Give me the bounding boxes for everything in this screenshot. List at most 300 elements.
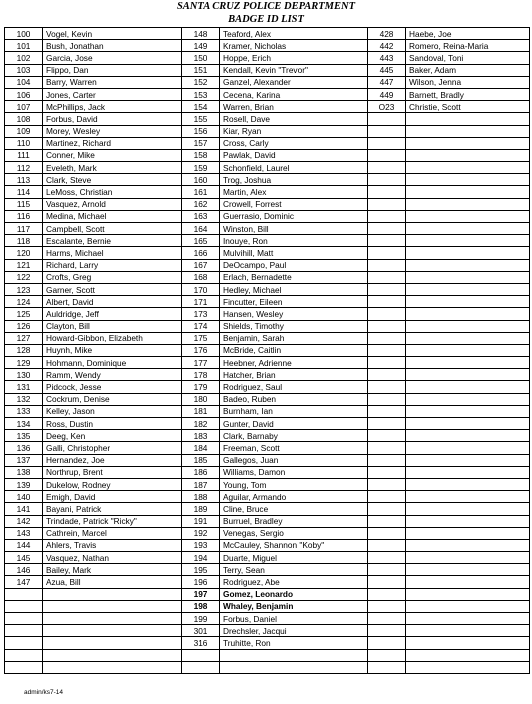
badge-number — [5, 588, 43, 600]
table-row — [5, 552, 530, 564]
table-row — [5, 613, 530, 625]
badge-number: 126 — [5, 320, 43, 332]
officer-name: Bush, Jonathan — [43, 40, 182, 52]
badge-number — [368, 418, 406, 430]
badge-number: 120 — [5, 247, 43, 259]
badge-number: 185 — [182, 454, 220, 466]
badge-number: 180 — [182, 393, 220, 405]
badge-number — [368, 552, 406, 564]
officer-name: Cockrum, Denise — [43, 393, 182, 405]
officer-name: Hernandez, Joe — [43, 454, 182, 466]
badge-number: 144 — [5, 539, 43, 551]
officer-name — [406, 320, 530, 332]
officer-name: Bayani, Patrick — [43, 503, 182, 515]
officer-name — [43, 649, 182, 661]
badge-number — [368, 527, 406, 539]
officer-name — [220, 661, 368, 673]
officer-name: Young, Tom — [220, 478, 368, 490]
badge-number: 153 — [182, 88, 220, 100]
officer-name: Freeman, Scott — [220, 442, 368, 454]
officer-name — [406, 357, 530, 369]
officer-name: Kramer, Nicholas — [220, 40, 368, 52]
officer-name: Clayton, Bill — [43, 320, 182, 332]
badge-number: 160 — [182, 174, 220, 186]
badge-number: 198 — [182, 600, 220, 612]
officer-name — [406, 491, 530, 503]
table-row — [5, 223, 530, 235]
officer-name: LeMoss, Christian — [43, 186, 182, 198]
officer-name: Terry, Sean — [220, 564, 368, 576]
badge-number: 128 — [5, 344, 43, 356]
officer-name: Howard-Gibbon, Elizabeth — [43, 332, 182, 344]
officer-name: McPhillips, Jack — [43, 101, 182, 113]
officer-name: Baker, Adam — [406, 64, 530, 76]
badge-number: 181 — [182, 405, 220, 417]
table-row — [5, 527, 530, 539]
officer-name: Wilson, Jenna — [406, 76, 530, 88]
officer-name: Bailey, Mark — [43, 564, 182, 576]
badge-number: 161 — [182, 186, 220, 198]
officer-name: Auldridge, Jeff — [43, 308, 182, 320]
badge-number: 170 — [182, 283, 220, 295]
officer-name — [406, 332, 530, 344]
badge-number — [5, 625, 43, 637]
badge-number — [5, 661, 43, 673]
officer-name: Vasquez, Arnold — [43, 198, 182, 210]
badge-number: 131 — [5, 381, 43, 393]
officer-name: Kelley, Jason — [43, 405, 182, 417]
table-row — [5, 515, 530, 527]
badge-number: 174 — [182, 320, 220, 332]
badge-number: 171 — [182, 296, 220, 308]
badge-number: 135 — [5, 430, 43, 442]
officer-name — [406, 442, 530, 454]
badge-number: 301 — [182, 625, 220, 637]
officer-name: Whaley, Benjamin — [220, 600, 368, 612]
badge-number: 194 — [182, 552, 220, 564]
table-row — [5, 564, 530, 576]
badge-number: 139 — [5, 478, 43, 490]
badge-number: 179 — [182, 381, 220, 393]
badge-number — [368, 466, 406, 478]
officer-name: Aguilar, Armando — [220, 491, 368, 503]
table-row — [5, 40, 530, 52]
badge-number: 173 — [182, 308, 220, 320]
officer-name: Schonfield, Laurel — [220, 162, 368, 174]
officer-name: Clark, Steve — [43, 174, 182, 186]
badge-number: 138 — [5, 466, 43, 478]
badge-number — [5, 613, 43, 625]
badge-number: O23 — [368, 101, 406, 113]
officer-name — [406, 198, 530, 210]
badge-number — [368, 247, 406, 259]
table-row — [5, 125, 530, 137]
table-row — [5, 162, 530, 174]
badge-number — [368, 478, 406, 490]
badge-number: 103 — [5, 64, 43, 76]
table-row — [5, 600, 530, 612]
officer-name: Crofts, Greg — [43, 271, 182, 283]
officer-name: Garner, Scott — [43, 283, 182, 295]
table-row — [5, 649, 530, 661]
officer-name: Ross, Dustin — [43, 418, 182, 430]
badge-number: 116 — [5, 210, 43, 222]
document-subtitle: BADGE ID LIST — [228, 14, 304, 25]
officer-name: Burnham, Ian — [220, 405, 368, 417]
officer-name — [220, 649, 368, 661]
badge-number: 125 — [5, 308, 43, 320]
officer-name — [406, 649, 530, 661]
badge-number: 146 — [5, 564, 43, 576]
badge-number — [368, 430, 406, 442]
badge-number: 110 — [5, 137, 43, 149]
badge-number: 151 — [182, 64, 220, 76]
officer-name: Forbus, David — [43, 113, 182, 125]
table-row — [5, 332, 530, 344]
badge-number — [368, 454, 406, 466]
badge-number: 143 — [5, 527, 43, 539]
badge-number — [368, 637, 406, 649]
officer-name: Badeo, Ruben — [220, 393, 368, 405]
officer-name — [406, 369, 530, 381]
badge-number: 175 — [182, 332, 220, 344]
badge-number: 178 — [182, 369, 220, 381]
badge-number: 113 — [5, 174, 43, 186]
table-row — [5, 271, 530, 283]
badge-number — [368, 125, 406, 137]
table-row — [5, 405, 530, 417]
officer-name: Gunter, David — [220, 418, 368, 430]
badge-number — [368, 381, 406, 393]
badge-number: 101 — [5, 40, 43, 52]
badge-number: 121 — [5, 259, 43, 271]
badge-number: 109 — [5, 125, 43, 137]
officer-name: Romero, Reina-Maria — [406, 40, 530, 52]
officer-name: Barnett, Bradly — [406, 88, 530, 100]
badge-number — [368, 405, 406, 417]
officer-name — [406, 259, 530, 271]
officer-name: Forbus, Daniel — [220, 613, 368, 625]
table-row — [5, 454, 530, 466]
badge-number: 127 — [5, 332, 43, 344]
badge-number: 159 — [182, 162, 220, 174]
table-row — [5, 625, 530, 637]
officer-name: Winston, Bill — [220, 223, 368, 235]
badge-number: 150 — [182, 52, 220, 64]
badge-number: 102 — [5, 52, 43, 64]
footer-note: admin/ks7-14 — [24, 689, 64, 696]
badge-number: 192 — [182, 527, 220, 539]
badge-number: 148 — [182, 28, 220, 40]
badge-number: 104 — [5, 76, 43, 88]
badge-number: 442 — [368, 40, 406, 52]
table-row — [5, 283, 530, 295]
officer-name — [406, 466, 530, 478]
table-row — [5, 137, 530, 149]
officer-name: Hansen, Wesley — [220, 308, 368, 320]
officer-name: Emigh, David — [43, 491, 182, 503]
officer-name: Mulvihill, Matt — [220, 247, 368, 259]
officer-name: Sandoval, Toni — [406, 52, 530, 64]
badge-number: 428 — [368, 28, 406, 40]
badge-number — [368, 271, 406, 283]
badge-number: 193 — [182, 539, 220, 551]
officer-name — [406, 600, 530, 612]
officer-name: Ahlers, Travis — [43, 539, 182, 551]
officer-name: Deeg, Ken — [43, 430, 182, 442]
officer-name: Vasquez, Nathan — [43, 552, 182, 564]
officer-name — [43, 600, 182, 612]
officer-name: Gomez, Leonardo — [220, 588, 368, 600]
officer-name — [406, 210, 530, 222]
officer-name: Truhitte, Ron — [220, 637, 368, 649]
badge-number: 124 — [5, 296, 43, 308]
table-row — [5, 588, 530, 600]
officer-name: Jones, Carter — [43, 88, 182, 100]
officer-name — [406, 137, 530, 149]
officer-name: Ganzel, Alexander — [220, 76, 368, 88]
badge-number — [368, 491, 406, 503]
badge-number: 107 — [5, 101, 43, 113]
badge-number: 112 — [5, 162, 43, 174]
badge-number — [368, 210, 406, 222]
badge-table — [4, 27, 530, 674]
officer-name — [406, 308, 530, 320]
officer-name: Campbell, Scott — [43, 223, 182, 235]
officer-name: Medina, Michael — [43, 210, 182, 222]
officer-name: Hedley, Michael — [220, 283, 368, 295]
officer-name: Pawlak, David — [220, 149, 368, 161]
badge-number: 449 — [368, 88, 406, 100]
officer-name — [406, 174, 530, 186]
badge-number — [368, 588, 406, 600]
officer-name — [406, 454, 530, 466]
badge-number: 145 — [5, 552, 43, 564]
officer-name: Barry, Warren — [43, 76, 182, 88]
badge-number — [368, 442, 406, 454]
badge-number: 189 — [182, 503, 220, 515]
table-row — [5, 308, 530, 320]
officer-name — [406, 296, 530, 308]
badge-number: 163 — [182, 210, 220, 222]
officer-name: Williams, Damon — [220, 466, 368, 478]
badge-number: 445 — [368, 64, 406, 76]
badge-number — [368, 613, 406, 625]
officer-name: Ramm, Wendy — [43, 369, 182, 381]
badge-number — [368, 393, 406, 405]
badge-number: 191 — [182, 515, 220, 527]
table-row — [5, 661, 530, 673]
badge-number: 134 — [5, 418, 43, 430]
badge-number: 141 — [5, 503, 43, 515]
table-row — [5, 64, 530, 76]
officer-name: Vogel, Kevin — [43, 28, 182, 40]
table-row — [5, 478, 530, 490]
badge-number: 100 — [5, 28, 43, 40]
badge-number: 149 — [182, 40, 220, 52]
officer-name — [43, 661, 182, 673]
officer-name — [43, 613, 182, 625]
officer-name — [406, 381, 530, 393]
badge-number: 183 — [182, 430, 220, 442]
officer-name: Rodriguez, Abe — [220, 576, 368, 588]
badge-number: 106 — [5, 88, 43, 100]
officer-name: Burruel, Bradley — [220, 515, 368, 527]
table-row — [5, 247, 530, 259]
officer-name: Garcia, Jose — [43, 52, 182, 64]
badge-number: 158 — [182, 149, 220, 161]
table-row — [5, 381, 530, 393]
badge-number — [368, 503, 406, 515]
badge-number — [368, 223, 406, 235]
officer-name: Teaford, Alex — [220, 28, 368, 40]
officer-name: Shields, Timothy — [220, 320, 368, 332]
officer-name: Richard, Larry — [43, 259, 182, 271]
officer-name: Drechsler, Jacqui — [220, 625, 368, 637]
officer-name: Cathrein, Marcel — [43, 527, 182, 539]
badge-number: 152 — [182, 76, 220, 88]
badge-number: 129 — [5, 357, 43, 369]
badge-number — [368, 539, 406, 551]
badge-number — [368, 576, 406, 588]
officer-name: Crowell, Forrest — [220, 198, 368, 210]
officer-name — [406, 247, 530, 259]
badge-number — [5, 600, 43, 612]
badge-number: 165 — [182, 235, 220, 247]
officer-name: Northrup, Brent — [43, 466, 182, 478]
officer-name: Fincutter, Eileen — [220, 296, 368, 308]
badge-number: 142 — [5, 515, 43, 527]
officer-name: Rosell, Dave — [220, 113, 368, 125]
officer-name — [406, 283, 530, 295]
badge-number: 443 — [368, 52, 406, 64]
table-row — [5, 442, 530, 454]
badge-number: 156 — [182, 125, 220, 137]
badge-number — [182, 649, 220, 661]
officer-name: Huynh, Mike — [43, 344, 182, 356]
badge-number: 177 — [182, 357, 220, 369]
officer-name — [406, 613, 530, 625]
table-row — [5, 539, 530, 551]
officer-name — [406, 125, 530, 137]
officer-name — [406, 515, 530, 527]
officer-name: Morey, Wesley — [43, 125, 182, 137]
officer-name: Warren, Brian — [220, 101, 368, 113]
badge-number: 117 — [5, 223, 43, 235]
badge-number — [368, 113, 406, 125]
officer-name: Trog, Joshua — [220, 174, 368, 186]
officer-name: Flippo, Dan — [43, 64, 182, 76]
officer-name: Azua, Bill — [43, 576, 182, 588]
officer-name: Inouye, Ron — [220, 235, 368, 247]
badge-number — [368, 235, 406, 247]
badge-number: 130 — [5, 369, 43, 381]
badge-number — [368, 296, 406, 308]
badge-number: 114 — [5, 186, 43, 198]
officer-name: Cecena, Karina — [220, 88, 368, 100]
table-row — [5, 186, 530, 198]
officer-name: Heebner, Adrienne — [220, 357, 368, 369]
officer-name: Dukelow, Rodney — [43, 478, 182, 490]
officer-name: Cross, Carly — [220, 137, 368, 149]
officer-name: Harms, Michael — [43, 247, 182, 259]
badge-number: 447 — [368, 76, 406, 88]
officer-name — [406, 430, 530, 442]
badge-table-body — [5, 28, 530, 674]
table-row — [5, 88, 530, 100]
badge-number — [368, 283, 406, 295]
officer-name: Martin, Alex — [220, 186, 368, 198]
badge-number: 184 — [182, 442, 220, 454]
badge-number: 168 — [182, 271, 220, 283]
officer-name — [406, 527, 530, 539]
officer-name — [406, 625, 530, 637]
badge-number — [368, 564, 406, 576]
badge-number: 162 — [182, 198, 220, 210]
officer-name — [406, 235, 530, 247]
officer-name — [406, 271, 530, 283]
officer-name: Galli, Christopher — [43, 442, 182, 454]
badge-number — [368, 259, 406, 271]
table-row — [5, 430, 530, 442]
officer-name — [406, 478, 530, 490]
badge-number: 108 — [5, 113, 43, 125]
officer-name: Benjamin, Sarah — [220, 332, 368, 344]
badge-number — [368, 625, 406, 637]
badge-number: 164 — [182, 223, 220, 235]
officer-name — [406, 576, 530, 588]
table-row — [5, 198, 530, 210]
badge-number — [368, 186, 406, 198]
badge-number — [368, 357, 406, 369]
badge-number: 154 — [182, 101, 220, 113]
table-row — [5, 52, 530, 64]
officer-name — [406, 186, 530, 198]
officer-name: Albert, David — [43, 296, 182, 308]
badge-number: 137 — [5, 454, 43, 466]
officer-name — [406, 393, 530, 405]
badge-number: 167 — [182, 259, 220, 271]
officer-name: Trindade, Patrick "Ricky" — [43, 515, 182, 527]
table-row — [5, 76, 530, 88]
badge-number — [368, 661, 406, 673]
badge-number — [368, 174, 406, 186]
officer-name — [406, 418, 530, 430]
badge-number: 157 — [182, 137, 220, 149]
officer-name: Guerrasio, Dominic — [220, 210, 368, 222]
officer-name: Christie, Scott — [406, 101, 530, 113]
officer-name: Hohmann, Dominique — [43, 357, 182, 369]
officer-name — [406, 552, 530, 564]
table-row — [5, 418, 530, 430]
officer-name: Hatcher, Brian — [220, 369, 368, 381]
officer-name: McCauley, Shannon "Koby" — [220, 539, 368, 551]
badge-number: 111 — [5, 149, 43, 161]
badge-number — [368, 369, 406, 381]
officer-name — [406, 637, 530, 649]
officer-name — [406, 588, 530, 600]
badge-number: 136 — [5, 442, 43, 454]
table-row — [5, 235, 530, 247]
officer-name: Cline, Bruce — [220, 503, 368, 515]
officer-name — [43, 637, 182, 649]
badge-number: 197 — [182, 588, 220, 600]
officer-name: Venegas, Sergio — [220, 527, 368, 539]
badge-number: 166 — [182, 247, 220, 259]
badge-number — [368, 344, 406, 356]
badge-number — [368, 162, 406, 174]
badge-number: 122 — [5, 271, 43, 283]
